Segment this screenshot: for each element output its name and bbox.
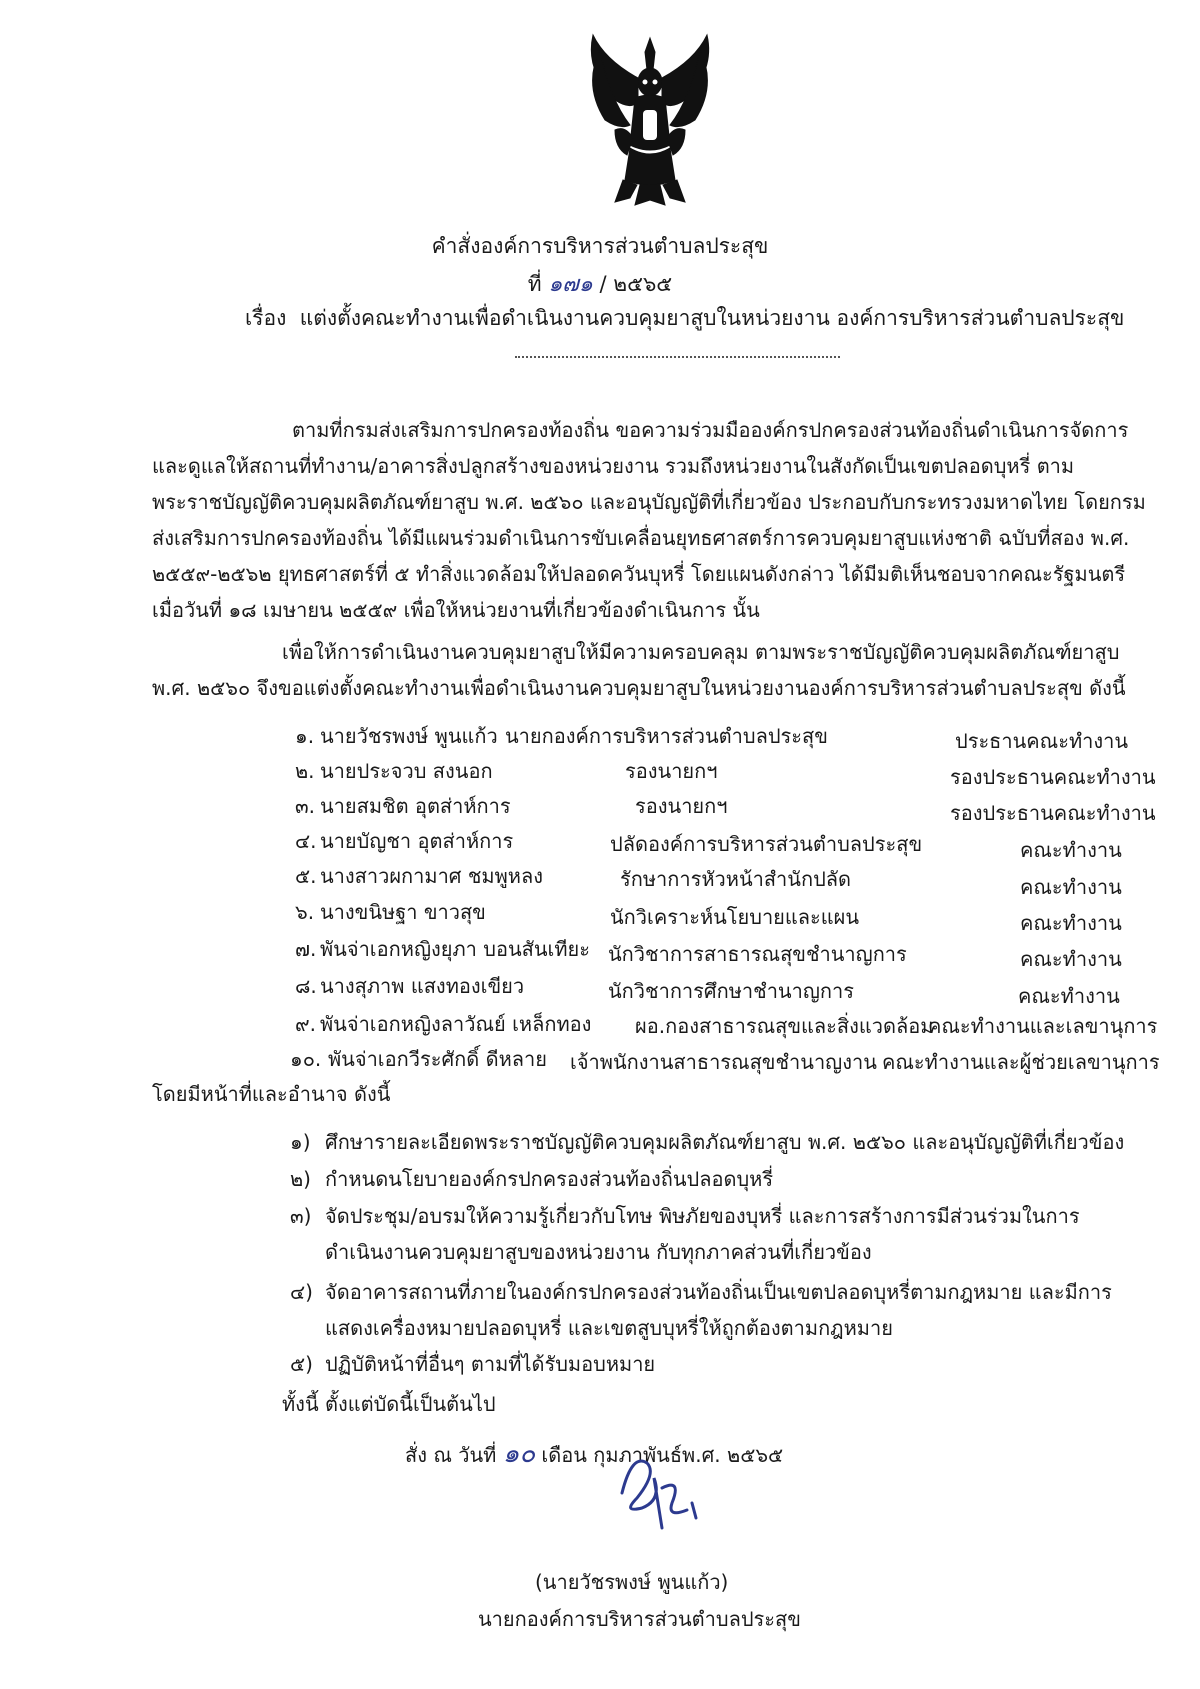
- paragraph-line: เพื่อให้การดำเนินงานควบคุมยาสูบให้มีความครอบคลุม ตามพระราชบัญญัติควบคุมผลิตภัณฑ์ยาสูบ: [282, 640, 1120, 664]
- number-suffix: / ๒๕๖๕: [599, 272, 673, 296]
- member-name: นายสมชิต อุตส่าห์การ: [320, 794, 511, 818]
- member-no: ๖.: [295, 900, 315, 924]
- member-role: คณะทำงาน: [1020, 911, 1122, 935]
- member-no: ๑.: [295, 724, 315, 748]
- member-role: คณะทำงานและเลขานุการ: [928, 1014, 1158, 1038]
- member-role: คณะทำงาน: [1020, 838, 1122, 862]
- member-role: คณะทำงานและผู้ช่วยเลขานุการ: [882, 1050, 1160, 1074]
- garuda-emblem-icon: [575, 30, 725, 210]
- duty-text: ดำเนินงานควบคุมยาสูบของหน่วยงาน กับทุกภาคส่วนที่เกี่ยวข้อง: [325, 1240, 872, 1264]
- member-position: ปลัดองค์การบริหารส่วนตำบลประสุข: [610, 832, 923, 856]
- duty-text: จัดอาคารสถานที่ภายในองค์กรปกครองส่วนท้องถิ่นเป็นเขตปลอดบุหรี่ตามกฎหมาย และมีการ: [325, 1280, 1112, 1304]
- member-role: รองประธานคณะทำงาน: [950, 765, 1156, 789]
- paragraph-line: ๒๕๕๙-๒๕๖๒ ยุทธศาสตร์ที่ ๕ ทำสิ่งแวดล้อมให้ปลอดควันบุหรี่ โดยแผนดังกล่าว ได้มีมติเห็นชอบจากคณะรัฐมนตรี: [152, 562, 1126, 586]
- date-day-handwritten: ๑๐: [502, 1439, 536, 1469]
- duty-no: ๓): [290, 1204, 312, 1228]
- duty-no: ๕): [290, 1352, 313, 1376]
- member-no: ๓.: [295, 794, 316, 818]
- duty-no: ๑): [290, 1130, 311, 1154]
- member-name: นายบัญชา อุตส่าห์การ: [320, 829, 514, 853]
- duties-intro: โดยมีหน้าที่และอำนาจ ดังนี้: [152, 1082, 391, 1106]
- duty-no: ๒): [290, 1167, 311, 1191]
- member-no: ๒.: [295, 759, 315, 783]
- paragraph-line: พระราชบัญญัติควบคุมผลิตภัณฑ์ยาสูบ พ.ศ. ๒๕๖๐ และอนุบัญญัติที่เกี่ยวข้อง ประกอบกับกระทรวงมหาดไทย โดยกรม: [152, 490, 1146, 514]
- member-position: รองนายกฯ: [635, 794, 728, 818]
- member-no: ๕.: [295, 864, 317, 888]
- member-role: รองประธานคณะทำงาน: [950, 801, 1156, 825]
- paragraph-line: ตามที่กรมส่งเสริมการปกครองท้องถิ่น ขอความร่วมมือองค์กรปกครองส่วนท้องถิ่นดำเนินการจัดการ: [292, 418, 1129, 442]
- duty-no: ๔): [290, 1280, 313, 1304]
- effective-clause: ทั้งนี้ ตั้งแต่บัดนี้เป็นต้นไป: [282, 1392, 496, 1416]
- member-role: คณะทำงาน: [1018, 984, 1120, 1008]
- member-no: ๗.: [295, 937, 317, 961]
- member-role: คณะทำงาน: [1020, 947, 1122, 971]
- member-no: ๙.: [295, 1012, 317, 1036]
- member-name: พันจ่าเอกวีระศักดิ์ ดีหลาย: [328, 1047, 548, 1071]
- handwritten-signature: [592, 1448, 732, 1538]
- duty-text: จัดประชุม/อบรมให้ความรู้เกี่ยวกับโทษ พิษภัยของบุหรี่ และการสร้างการมีส่วนร่วมในการ: [325, 1204, 1080, 1228]
- member-name: พันจ่าเอกหญิงลาวัณย์ เหล็กทอง: [320, 1012, 592, 1036]
- document-number: [0, 270, 1200, 299]
- member-name: นางสุภาพ แสงทองเขียว: [320, 974, 525, 998]
- number-handwritten: ๑๗๑: [548, 272, 593, 297]
- signer-name: (นายวัชรพงษ์ พูนแก้ว): [535, 1570, 729, 1594]
- subject-text: แต่งตั้งคณะทำงานเพื่อดำเนินงานควบคุมยาสูบในหน่วยงาน องค์การบริหารส่วนตำบลประสุข: [299, 306, 1125, 330]
- signer-title: นายกองค์การบริหารส่วนตำบลประสุข: [478, 1607, 801, 1631]
- member-name: นางขนิษฐา ขาวสุข: [320, 900, 486, 924]
- member-role: คณะทำงาน: [1020, 875, 1122, 899]
- number-prefix: ที่: [527, 272, 542, 296]
- subject-label: เรื่อง: [245, 306, 287, 330]
- member-position: ผอ.กองสาธารณสุขและสิ่งแวดล้อม: [635, 1014, 934, 1038]
- member-name: นายประจวบ สงนอก: [320, 759, 493, 783]
- member-position: นักวิชาการสาธารณสุขชำนาญการ: [608, 942, 907, 966]
- member-position: รักษาการหัวหน้าสำนักปลัด: [620, 867, 852, 891]
- member-position: นักวิเคราะห์นโยบายและแผน: [610, 905, 860, 929]
- paragraph-line: และดูแลให้สถานที่ทำงาน/อาคารสิ่งปลูกสร้างของหน่วยงาน รวมถึงหน่วยงานในสังกัดเป็นเขตปลอดบุหรี่ ตาม: [152, 454, 1075, 478]
- member-position: รองนายกฯ: [625, 759, 718, 783]
- duty-text: ปฏิบัติหน้าที่อื่นๆ ตามที่ได้รับมอบหมาย: [325, 1352, 656, 1376]
- paragraph-line: ส่งเสริมการปกครองท้องถิ่น ได้มีแผนร่วมดำเนินการขับเคลื่อนยุทธศาสตร์การควบคุมยาสูบแห่งชาติ ฉบับที่สอง พ.ศ.: [152, 526, 1130, 550]
- paragraph-line: พ.ศ. ๒๕๖๐ จึงขอแต่งตั้งคณะทำงานเพื่อดำเนินงานควบคุมยาสูบในหน่วยงานองค์การบริหารส่วนตำบลประสุข ดังนี้: [152, 676, 1126, 700]
- member-no: ๘.: [295, 974, 317, 998]
- member-no: ๔.: [295, 829, 317, 853]
- member-position: นายกองค์การบริหารส่วนตำบลประสุข: [505, 724, 828, 748]
- duty-text: แสดงเครื่องหมายปลอดบุหรี่ และเขตสูบบุหรี่ให้ถูกต้องตามกฎหมาย: [325, 1316, 893, 1340]
- member-name: นายวัชรพงษ์ พูนแก้ว: [320, 724, 498, 748]
- document-title: คำสั่งองค์การบริหารส่วนตำบลประสุข: [431, 234, 769, 258]
- dotted-divider: [515, 356, 840, 358]
- member-name: นางสาวผกามาศ ชมพูหลง: [320, 864, 544, 888]
- document-subject: [245, 304, 1124, 332]
- paragraph-1: [152, 412, 1162, 628]
- date-suffix: เดือน กุมภาพันธ์พ.ศ. ๒๕๖๕: [541, 1443, 784, 1467]
- duty-text: กำหนดนโยบายองค์กรปกครองส่วนท้องถิ่นปลอดบุหรี่: [325, 1167, 774, 1191]
- member-role: ประธานคณะทำงาน: [955, 729, 1129, 753]
- duty-text: ศึกษารายละเอียดพระราชบัญญัติควบคุมผลิตภัณฑ์ยาสูบ พ.ศ. ๒๕๖๐ และอนุบัญญัติที่เกี่ยวข้อง: [325, 1130, 1125, 1154]
- member-position: เจ้าพนักงานสาธารณสุขชำนาญงาน: [570, 1050, 877, 1074]
- member-name: พันจ่าเอกหญิงยุภา บอนสันเทียะ: [320, 937, 590, 961]
- paragraph-line: เมื่อวันที่ ๑๘ เมษายน ๒๕๕๙ เพื่อให้หน่วยงานที่เกี่ยวข้องดำเนินการ นั้น: [152, 598, 760, 622]
- member-no: ๑๐.: [290, 1047, 322, 1071]
- member-position: นักวิชาการศึกษาชำนาญการ: [608, 979, 854, 1003]
- date-prefix: สั่ง ณ วันที่: [405, 1443, 497, 1467]
- paragraph-2: [152, 634, 1162, 706]
